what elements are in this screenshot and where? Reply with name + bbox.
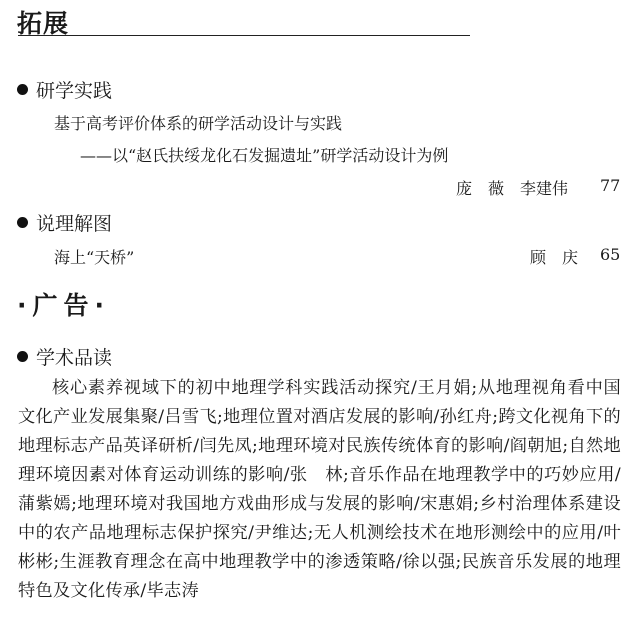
- illustration-article-title[interactable]: 海上“天桥”: [54, 248, 135, 267]
- section-divider: [18, 35, 470, 36]
- section-title: 拓展: [17, 9, 70, 38]
- research-article-authors: 庞 薇 李建伟: [456, 179, 569, 198]
- research-article-title[interactable]: 基于高考评价体系的研学活动设计与实践: [54, 114, 343, 133]
- research-article-subtitle[interactable]: ——以“赵氏扶绥龙化石发掘遗址”研学活动设计为例: [80, 146, 449, 165]
- illustration-article-page: 65: [600, 245, 621, 264]
- academic-heading: [17, 343, 112, 370]
- illustration-heading: [17, 209, 112, 236]
- bullet-icon: [17, 217, 28, 228]
- illustration-heading-label: 说理解图: [36, 213, 113, 235]
- academic-heading-label: 学术品读: [36, 347, 113, 369]
- illustration-article-authors: 顾 庆: [530, 248, 579, 267]
- bullet-icon: [17, 351, 28, 362]
- bullet-icon: [17, 84, 28, 95]
- research-heading-label: 研学实践: [36, 80, 113, 102]
- ad-title: ·广告·: [17, 291, 110, 320]
- research-heading: [17, 76, 112, 103]
- academic-list-paragraph: 核心素养视域下的初中地理学科实践活动探究/王月娟;从地理视角看中国文化产业发展集聚/吕雪飞;地理位置对酒店发展的影响/孙红舟;跨文化视角下的地理标志产品英译研析/闫先凤;地理环境对民族传统体育的影响/阎朝旭;自然地理环境因素对体育运动训练的影响/张 林;音乐作品在地理教学中的巧妙应用/蒲紫嫣;地理环境对我国地方戏曲形成与发展的影响/宋惠娟;乡村治理体系建设中的农产品地理标志保护探究/尹维达;无人机测绘技术在地形测绘中的应用/叶彬彬;生涯教育理念在高中地理教学中的渗透策略/徐以强;民族音乐发展的地理特色及文化传承/毕志涛: [18, 378, 621, 601]
- research-article-page: 77: [600, 176, 621, 195]
